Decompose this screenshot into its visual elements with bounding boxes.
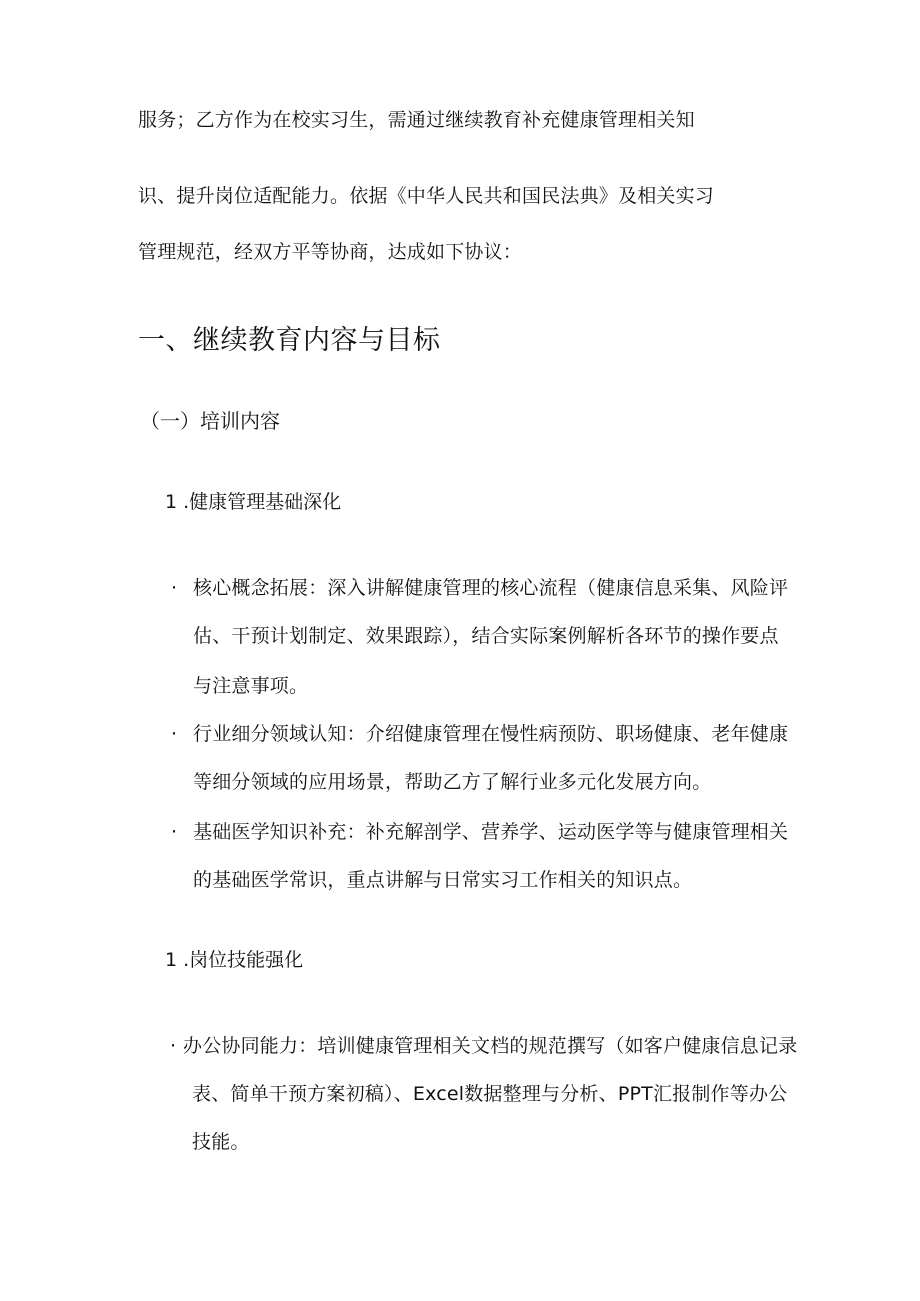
item-title-2: 1 .岗位技能强化 bbox=[165, 949, 304, 971]
bullet-2-line-2: 等细分领域的应用场景，帮助乙方了解行业多元化发展方向。 bbox=[193, 771, 712, 793]
bullet-dot-1: · bbox=[171, 577, 178, 599]
bullet-2-line-1: 行业细分领域认知：介绍健康管理在慢性病预防、职场健康、老年健康 bbox=[193, 723, 789, 745]
bullet-3-line-1: 基础医学知识补充：补充解剖学、营养学、运动医学等与健康管理相关 bbox=[193, 821, 789, 843]
bullet-dot-2: · bbox=[171, 723, 178, 745]
bullet-dot-3: · bbox=[171, 821, 178, 843]
bullet-3-line-2: 的基础医学常识，重点讲解与日常实习工作相关的知识点。 bbox=[193, 869, 693, 891]
bullet-1-line-3: 与注意事项。 bbox=[193, 675, 309, 697]
intro-line-2: 识、提升岗位适配能力。依据《中华人民共和国民法典》及相关实习 bbox=[138, 185, 715, 207]
bullet-4-line-3: 技能。 bbox=[192, 1131, 250, 1153]
bullet-4-line-2: 表、简单干预方案初稿）、Excel数据整理与分析、PPT汇报制作等办公 bbox=[192, 1083, 788, 1105]
bullet-1-line-1: 核心概念拓展：深入讲解健康管理的核心流程（健康信息采集、风险评 bbox=[193, 577, 789, 599]
section-title: 一、继续教育内容与目标 bbox=[138, 325, 441, 356]
intro-line-3: 管理规范，经双方平等协商，达成如下协议： bbox=[138, 241, 523, 263]
bullet-4-line-1: 办公协同能力：培训健康管理相关文档的规范撰写（如客户健康信息记录 bbox=[183, 1035, 798, 1057]
bullet-dot-4: · bbox=[170, 1035, 177, 1057]
bullet-1-line-2: 估、干预计划制定、效果跟踪），结合实际案例解析各环节的操作要点 bbox=[193, 625, 779, 647]
subsection-title: （一）培训内容 bbox=[140, 409, 280, 433]
item-title-1: 1 .健康管理基础深化 bbox=[165, 491, 342, 513]
intro-line-1: 服务；乙方作为在校实习生，需通过继续教育补充健康管理相关知 bbox=[138, 109, 695, 131]
